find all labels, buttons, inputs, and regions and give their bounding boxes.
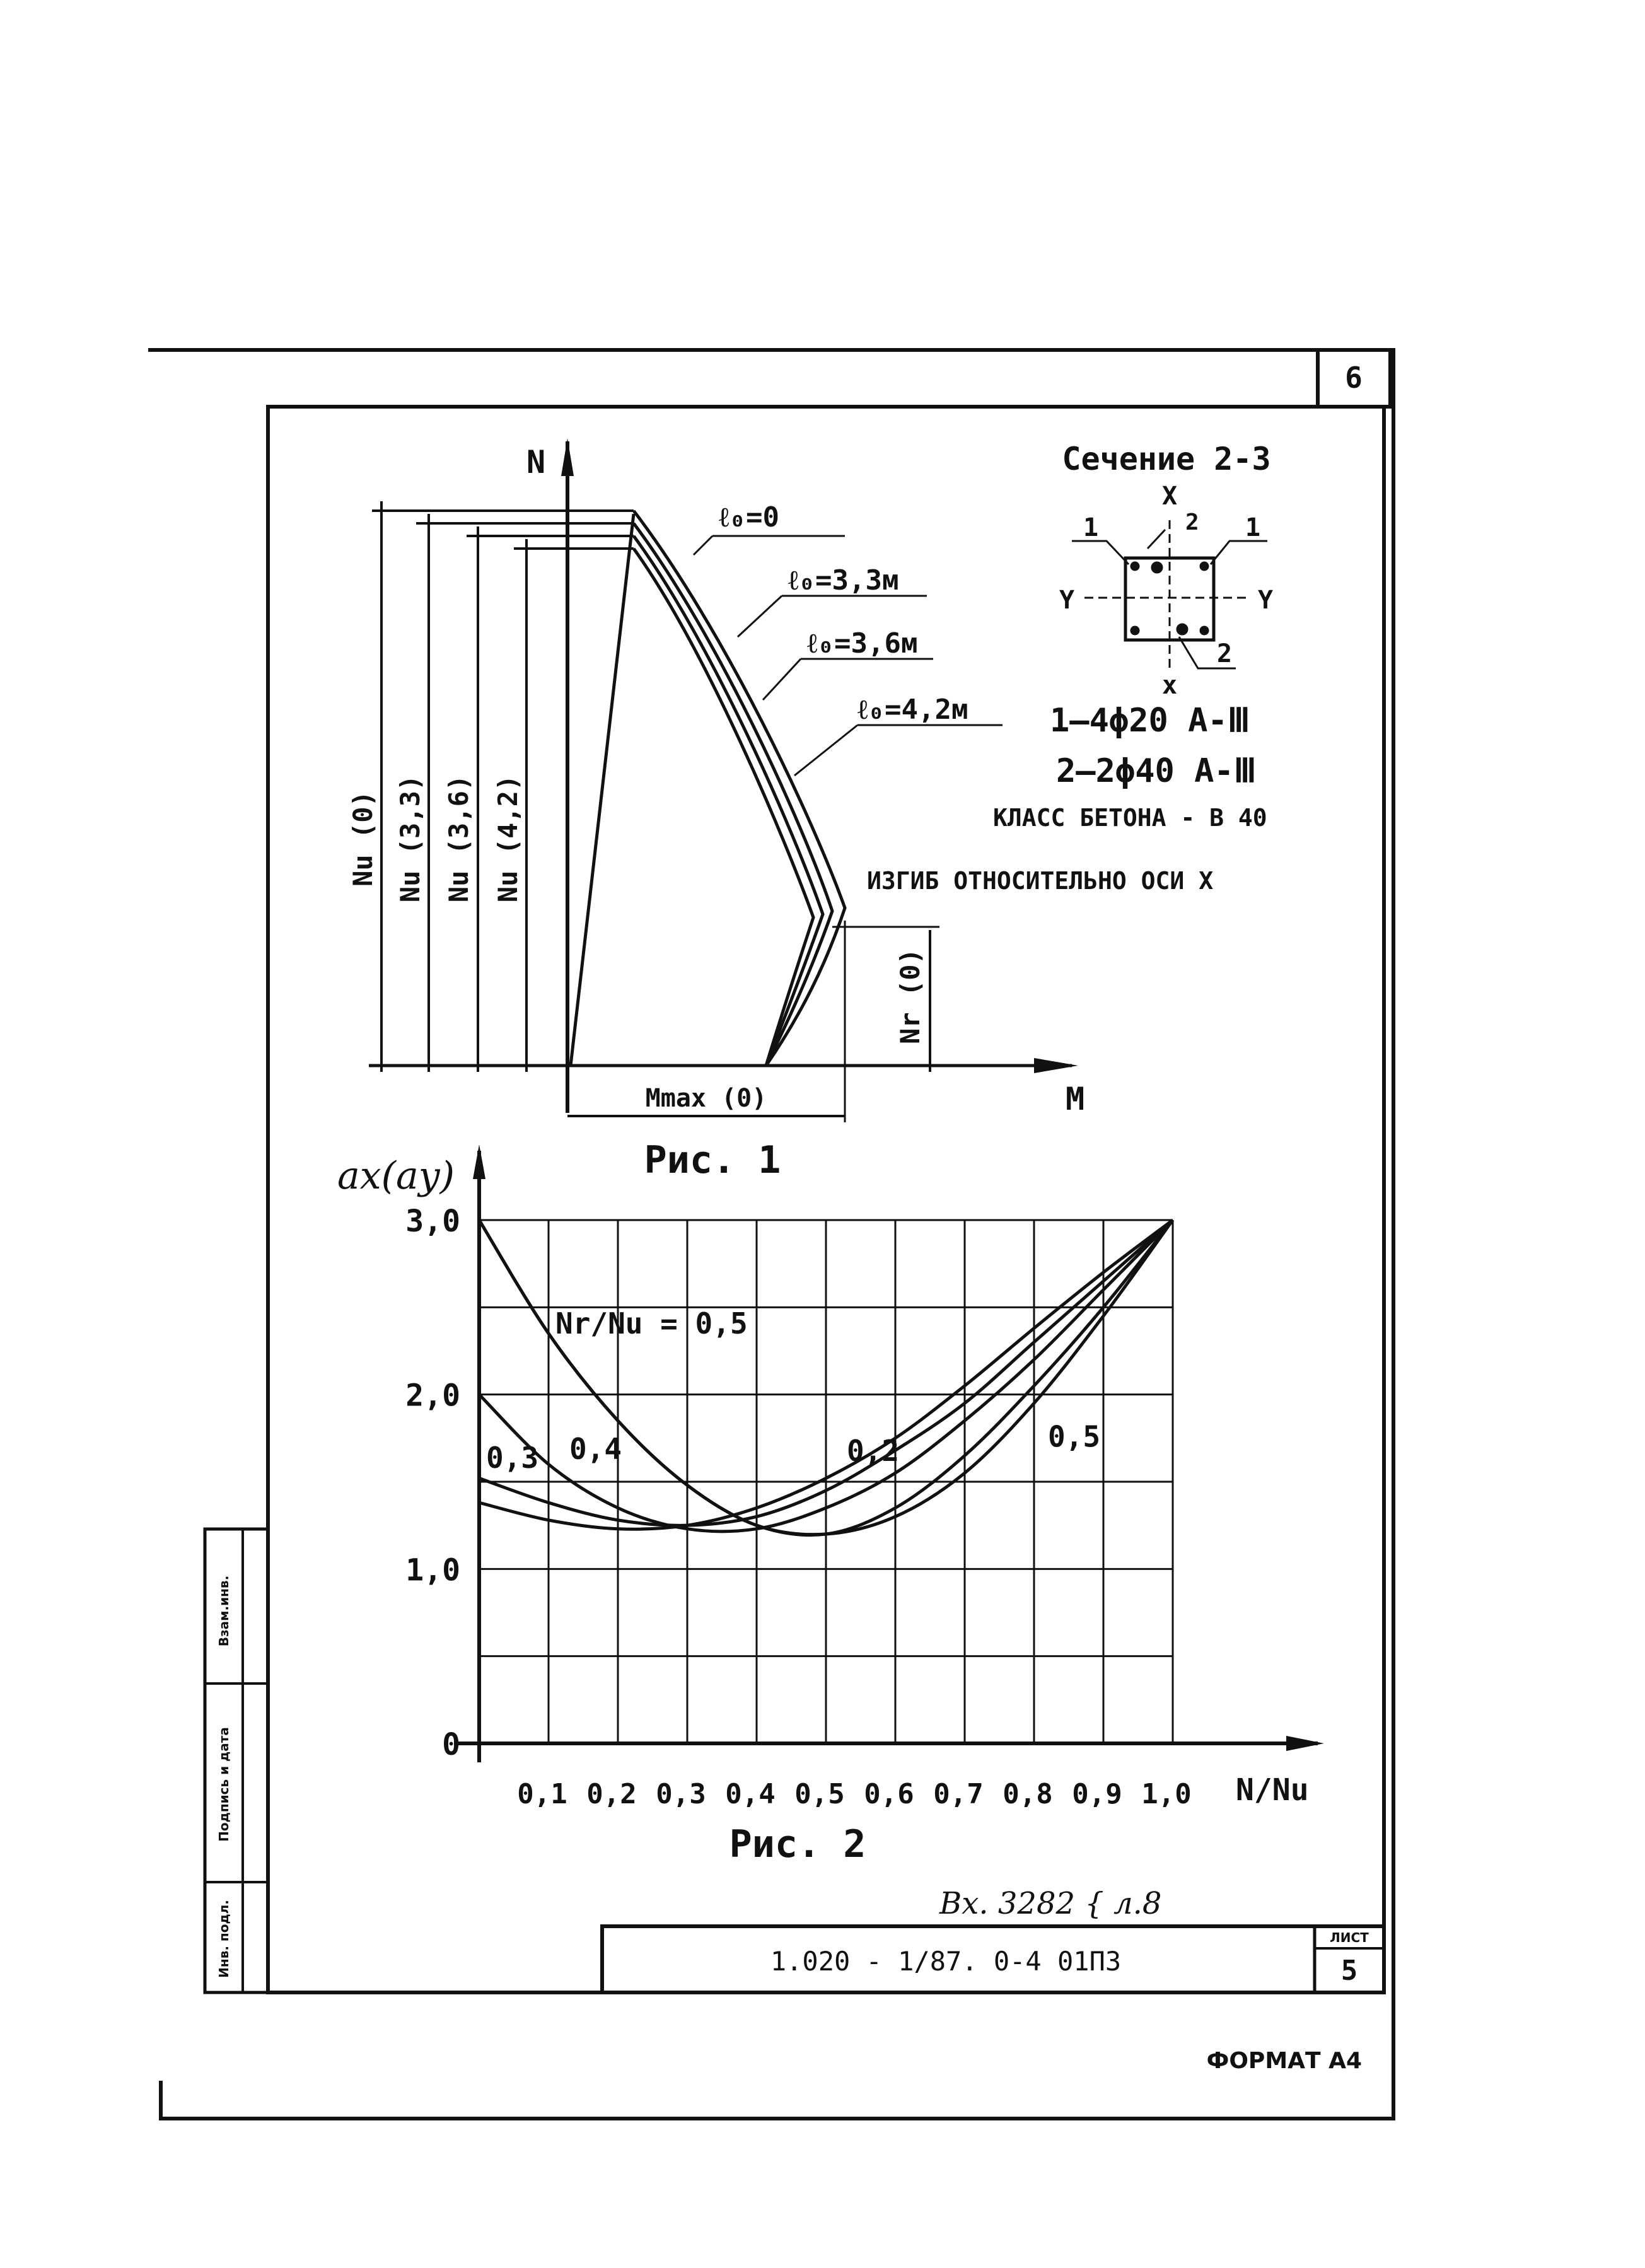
rebar-line-1: 1—4ϕ20 А-Ⅲ (1050, 702, 1250, 740)
curve-label-1: ℓ₀=3,3м (788, 564, 899, 596)
section-drawing (1072, 520, 1267, 672)
x-tick-label: 0,9 (1072, 1778, 1122, 1810)
fig2-caption: Рис. 2 (729, 1822, 866, 1866)
x-axis-arrow (1286, 1736, 1324, 1751)
mmax-label: Mmax (0) (645, 1084, 767, 1113)
series-label: 0,2 (847, 1433, 900, 1468)
side-label-replace: Взам.инв. (216, 1575, 231, 1647)
m-axis-arrow (1034, 1058, 1078, 1073)
x-tick-label: 1,0 (1141, 1778, 1192, 1810)
series-label: 0,3 (486, 1440, 539, 1475)
x-tick-label: 0,3 (656, 1778, 706, 1810)
section-axis-x-bottom: x (1161, 671, 1178, 700)
section-mark-2-top: 2 (1185, 509, 1199, 535)
section-mark-1-right: 1 (1245, 513, 1261, 542)
n-axis-label: N (526, 444, 546, 480)
section-mark-1-left: 1 (1083, 513, 1099, 542)
x-tick-label: 0,8 (1003, 1778, 1053, 1810)
x-tick-label: 0,1 (517, 1778, 567, 1810)
x-tick-label: 0,5 (794, 1778, 845, 1810)
curve-label-0: ℓ₀=0 (719, 501, 779, 533)
side-stamp (205, 1529, 268, 1992)
curve-l0-4-2 (634, 549, 813, 1066)
m-axis-label: M (1066, 1081, 1085, 1117)
y-axis-arrow (473, 1144, 485, 1179)
dim-label-nu36: Nu (3,6) (443, 774, 474, 903)
rebar-line-2: 2—2ϕ40 А-Ⅲ (1056, 752, 1257, 790)
series-label: Nr/Nu = 0,5 (555, 1306, 748, 1340)
side-label-sign: Подпись и дата (216, 1727, 231, 1842)
bending-note: ИЗГИБ ОТНОСИТЕЛЬНО ОСИ X (867, 867, 1214, 895)
fig1-caption: Рис. 1 (644, 1138, 781, 1182)
inventory-note: Вх. 3282 { л.8 (939, 1886, 1162, 1921)
x-tick-label: 0,2 (586, 1778, 637, 1810)
y-tick-label: 1,0 (405, 1552, 460, 1588)
section-axis-y-right: Y (1258, 586, 1274, 615)
nr-label: Nr (0) (895, 948, 926, 1044)
zero-line (571, 514, 634, 1066)
section-title: Сечение 2-3 (1062, 441, 1271, 477)
dim-label-nu33: Nu (3,3) (395, 774, 426, 903)
y-tick-label: 3,0 (405, 1204, 460, 1239)
figure-1 (369, 438, 1078, 1122)
x-tick-label: 0,7 (933, 1778, 984, 1810)
section-mark-2-bottom: 2 (1217, 639, 1233, 668)
chart-ylabel: ax(ay) (337, 1154, 455, 1198)
section-axis-x-top: X (1161, 482, 1178, 511)
dim-label-nu0: Nu (0) (347, 791, 378, 887)
page-number: 6 (1345, 361, 1363, 395)
x-tick-label: 0,6 (864, 1778, 914, 1810)
sheet-number: 5 (1340, 1955, 1358, 1987)
n-axis-arrow (561, 438, 574, 476)
figure-2-chart (405, 1144, 1324, 1810)
concrete-class: КЛАСС БЕТОНА - В 40 (993, 804, 1267, 832)
format-label: ФОРМАТ А4 (1206, 2048, 1362, 2074)
section-axis-y-left: Y (1059, 586, 1075, 615)
x-tick-label: 0,4 (725, 1778, 776, 1810)
curve-l0-3-6 (634, 536, 823, 1066)
chart-xlabel: N/Nu (1236, 1772, 1309, 1808)
series-label: 0,4 (569, 1432, 622, 1467)
curve-l0-3-3 (634, 523, 832, 1066)
y-tick-label: 2,0 (405, 1378, 460, 1414)
dim-label-nu42: Nu (4,2) (492, 774, 523, 903)
title-block (602, 1926, 1384, 1992)
curve-label-2: ℓ₀=3,6м (807, 627, 918, 660)
doc-code: 1.020 - 1/87. 0-4 01ПЗ (770, 1946, 1122, 1977)
curve-label-3: ℓ₀=4,2м (857, 694, 968, 726)
sheet-label: ЛИСТ (1330, 1930, 1369, 1945)
y-tick-label: 0 (442, 1727, 460, 1762)
series-label: 0,5 (1048, 1419, 1101, 1454)
side-label-inv: Инв. подл. (216, 1900, 231, 1978)
